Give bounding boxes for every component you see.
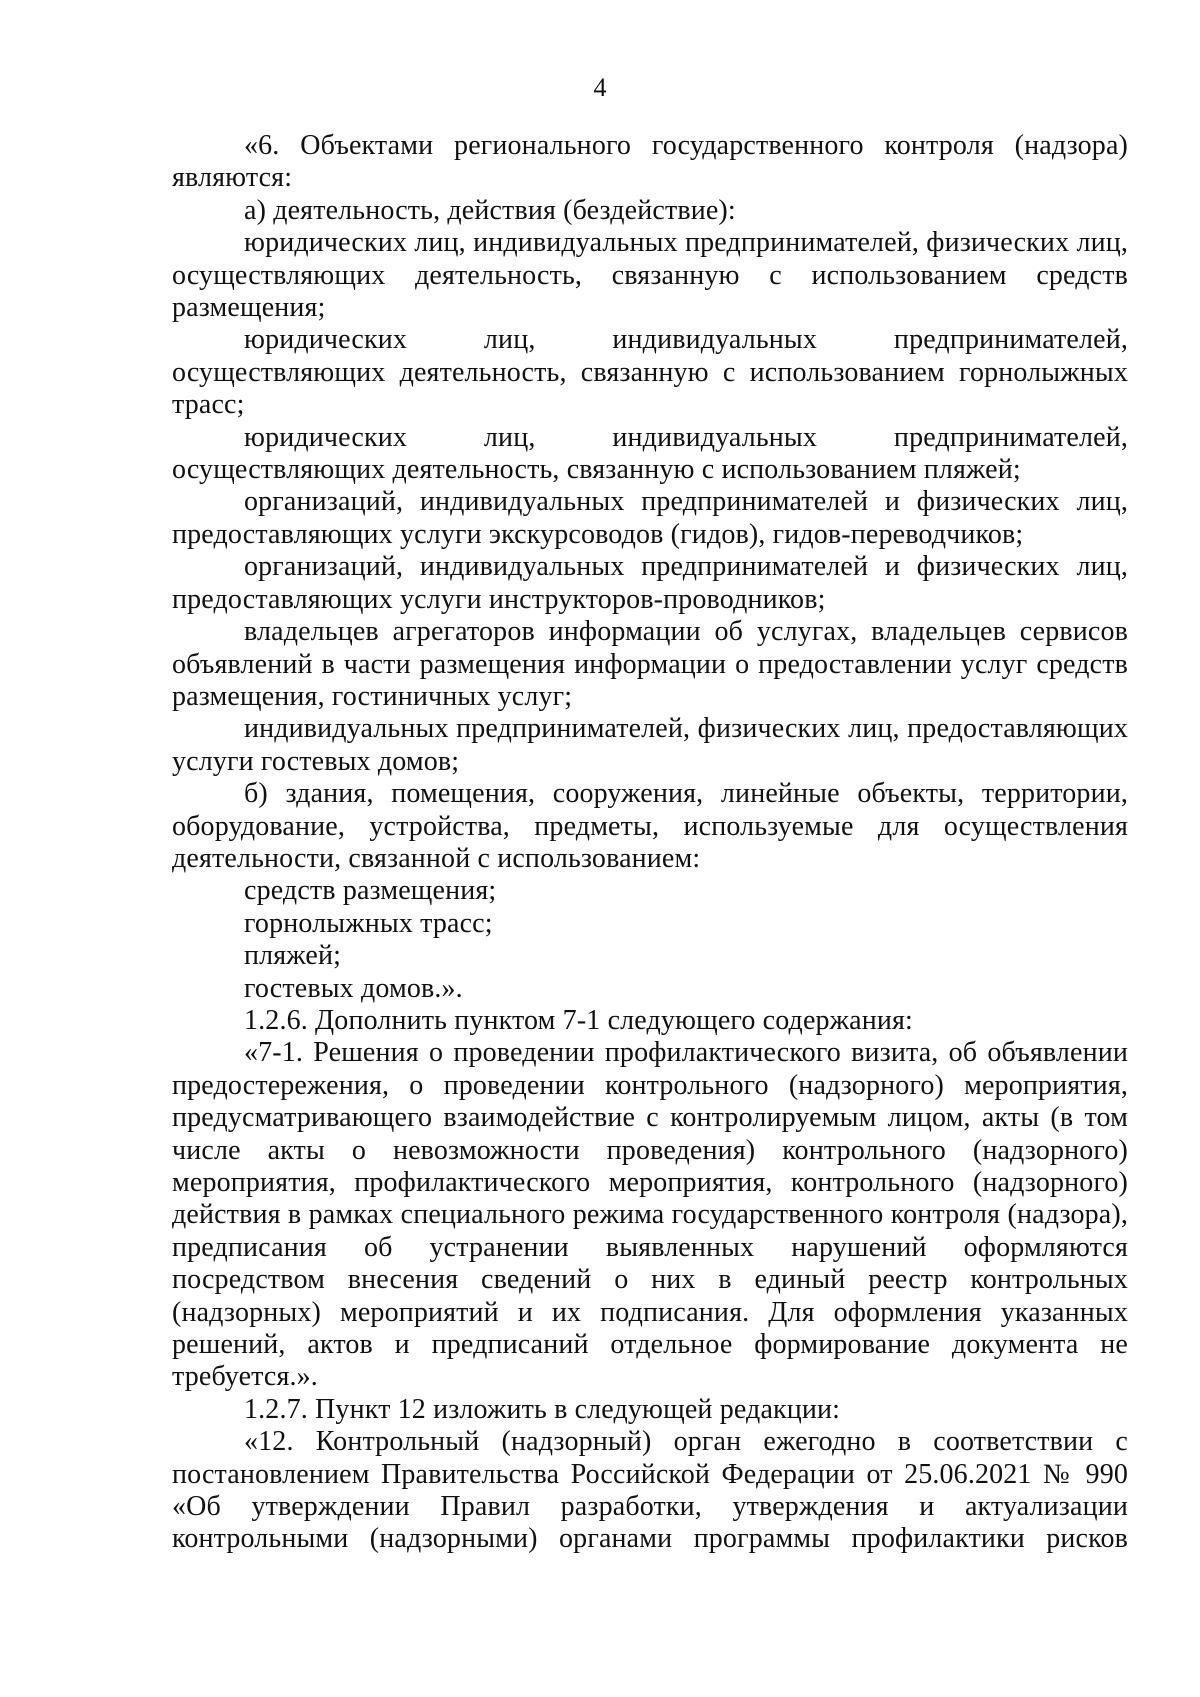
paragraph: организаций, индивидуальных предпринимателей и физических лиц, предоставляющих услуги экскурсоводов (гидов), гидов-переводчиков;	[172, 486, 1128, 550]
page-number: 4	[593, 73, 607, 102]
paragraph: 1.2.6. Дополнить пунктом 7-1 следующего содержания:	[244, 1004, 913, 1036]
paragraph: 1.2.7. Пункт 12 изложить в следующей редакции:	[244, 1393, 841, 1425]
paragraph: юридических лиц, индивидуальных предпринимателей, осуществляющих деятельность, связанную с использованием пляжей;	[172, 421, 1128, 486]
paragraph: средств размещения;	[244, 875, 497, 907]
paragraph: владельцев агрегаторов информации об услугах, владельцев сервисов объявлений в части размещения информации о предоставлении услуг средств размещения, гостиничных услуг;	[172, 616, 1128, 712]
paragraph: организаций, индивидуальных предпринимателей и физических лиц, предоставляющих услуги инструкторов-проводников;	[172, 551, 1128, 615]
paragraph: гостевых домов.».	[244, 972, 463, 1004]
paragraph: пляжей;	[244, 940, 342, 972]
paragraph: «12. Контрольный (надзорный) орган ежегодно в соответствии с постановлением Правительства Российской Федерации от 25.06.2021 № 990 «Об утверждении Правил разработки, утверждения и актуализации контрольными (надзорными) органами программы профилактики рисков	[172, 1426, 1128, 1555]
document-body	[172, 130, 1128, 1556]
paragraph: «6. Объектами регионального государственного контроля (надзора) являются:	[172, 130, 1128, 194]
paragraph: горнолыжных трасс;	[244, 907, 493, 939]
paragraph: юридических лиц, индивидуальных предпринимателей, осуществляющих деятельность, связанную с использованием горнолыжных трасс;	[172, 324, 1128, 421]
paragraph: юридических лиц, индивидуальных предпринимателей, физических лиц, осуществляющих деятельность, связанную с использованием средств размещения;	[172, 227, 1128, 324]
paragraph: индивидуальных предпринимателей, физических лиц, предоставляющих услуги гостевых домов;	[172, 713, 1128, 777]
paragraph: б) здания, помещения, сооружения, линейные объекты, территории, оборудование, устройства, предметы, используемые для осуществления деятельности, связанной с использованием:	[172, 778, 1128, 874]
paragraph: «7-1. Решения о проведении профилактического визита, об объявлении предостережения, о проведении контрольного (надзорного) мероприятия, предусматривающего взаимодействие с контролируемым лицом, акты (в том числе акты о невозможности проведения) контрольного (надзорного) мероприятия, профилактического мероприятия, контрольного (надзорного) действия в рамках специального режима государственного контроля (надзора), предписания об устранении выявленных нарушений оформляются посредством внесения сведений о них в единый реестр контрольных (надзорных) мероприятий и их подписания. Для оформления указанных решений, актов и предписаний отдельное формирование документа не требуется.».	[172, 1037, 1128, 1393]
paragraph: а) деятельность, действия (бездействие):	[244, 194, 736, 226]
